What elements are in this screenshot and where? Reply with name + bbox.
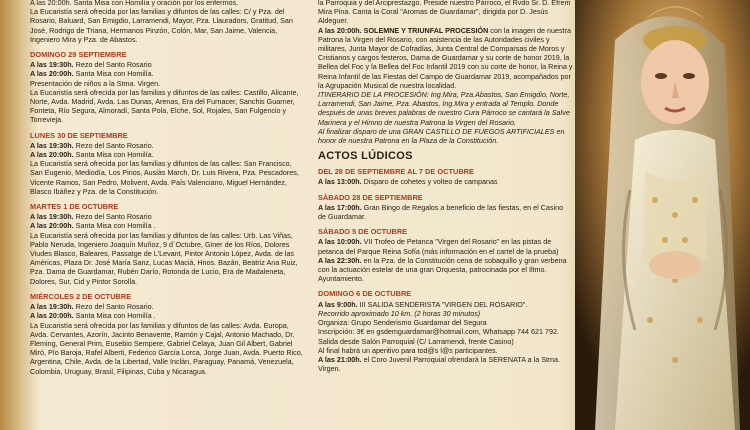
time-label: A las 19:30h. [30,60,74,70]
time-label: A las 20:00h. [30,150,74,160]
virgin-statue-image [575,0,750,430]
day-section [318,227,573,283]
procession-block [318,0,573,145]
day-heading: DOMINGO 29 SEPTIEMBRE [30,50,127,60]
schedule-line [30,311,305,320]
time-label: A las 20:00h. [30,311,74,321]
day-section [30,292,305,376]
line-text: Recorrido aproximado 10 km. (2 horas 30 minutos) [318,308,481,318]
schedule-line [318,300,573,309]
line-text: Gran Bingo de Regalos a beneficio de las fiestas, en el Casino de Guardamar. [318,202,564,222]
time-label: A las 9:00h. [318,299,358,309]
line-text: Al finalizar disparo de una GRAN CASTILLO DE FUEGOS ARTIFICIALES en honor de nuestra Patrona en la Plaza de la Constitución. [318,126,565,146]
line-text: La Eucaristía será ofrecida por las familias y difuntos de las calles: Castillo, Alicante, Norte, Avda. Madrid, Avda. Las Dunas, Arenas, Era del Furnacer, Sanchis Guarner, Fonteta, Río Segura, Almoradí, Santa Pola, Elche, Sol, Rojales, San Fulgencio y Torrevieja. [30,87,299,125]
schedule-line [30,231,305,286]
day-heading: DOMINGO 6 DE OCTUBRE [318,289,412,299]
day-section [318,193,573,222]
line-text: La Eucaristía será ofrecida por las familias y difuntos de las calles: San Francisco, San Eugenio, Mediodía, Los Pinos, Ausiàs March, Dr. Luis Rivera, Pza. Pescadores, Vicente Ramos, San Pedro, Molivent, Avda. País Valenciano, Miguel Hernández, Blasco Ibáñez y Pza. de la Constitución. [30,159,299,196]
day-section [30,131,305,196]
line-text: La Eucaristía será ofrecida por las familias y difuntos de las calles: Urb. Las Viñas, Pablo Neruda, Ingeniero Joaquín Muñoz, 9 d´Octubre, Giner de los Ríos, Dolores Viudes Blasco, Baleares, Passatge de L'Levant, Pintor Antonio López, Avda. de las Américas, Plaza Dr. José María Sanz, Lucas Maciá, Hnos. Bazán, Beatriz Ana Ruiz, Pza. Dama de Guardamar, Rubén Darío, Rotonda de Lucio, Era de Madaleneta, Dolores, Sur, Cid y Pintor Sorolla. [30,230,298,286]
line-text: Santa Misa con Homilía . [73,221,156,231]
schedule-line [318,90,573,127]
line-text: Santa Misa con Homilía. [73,69,154,79]
schedule-line [318,177,573,186]
day-section [30,202,305,286]
time-label: A las 20:00h. [30,69,74,79]
schedule-line [318,0,573,26]
right-column [318,0,573,430]
line-text: III SALIDA SENDERISTA "VIRGEN DEL ROSARIO". [357,299,528,309]
ludicos-block [318,167,573,373]
schedule-line [30,79,305,88]
schedule-line [30,221,305,230]
time-label: A las 19:30h. [30,212,74,222]
schedule-line [30,0,305,7]
schedule-line [30,321,305,376]
schedule-line [318,337,573,346]
schedule-line [30,302,305,311]
time-label: A las 19:30h. [30,302,74,312]
time-label: A las 17:00h. [318,202,362,212]
time-label: A las 19:30h. [30,140,74,150]
schedule-line [30,159,305,196]
line-text: en la Pza. de la Constitución cena de sobaquillo y gran verbena con la actuación estelar de una gran Orquesta, patrocinada por el Iltmo. Ayuntamiento. [318,255,567,284]
schedule-line [318,203,573,221]
line-text: Al final habrá un aperitivo para tod@s l@s participantes. [318,345,498,355]
day-heading: SÁBADO 28 DE SEPTIEMBRE [318,192,423,202]
time-label: A las 21:00h. [318,354,362,364]
line-text: Inscripción: 3€ en gsdemguardamar@hotmail.com, Whatsapp 744 621 792. [318,327,560,337]
line-text: VII Trofeo de Petanca "Virgen del Rosario" en las pistas de petanca del Parque Reina Sofía (más información en el cartel de la prueba) [318,237,559,256]
schedule-line [318,309,573,318]
line-text: Organiza: Grupo Senderismo Guardamar del Segura [318,318,487,328]
line-text: A las 20:00h. Santa Misa con Homilía y oración por los enfermos. [30,0,239,7]
schedule-line [30,88,305,125]
schedule-line [30,60,305,69]
day-heading: DEL 28 DE SEPTIEMBRE AL 7 DE OCTUBRE [318,167,474,177]
line-text: Presentación de niños a la Stma. Virgen. [30,78,161,88]
line-text: Rezo del Santo Rosario. [73,140,154,150]
line-text: ITINERARIO DE LA PROCESIÓN: Ing.Mira, Pza.Abastos, San Emigdio, Norte, Larramendi, San Jaime, Pza. Abastos, Ing.Mira y entrada al Templo. Donde después de unas breves palabras de nuestro Cura Párroco se cantará la Salve Marinera y el Himno de nuestra Patrona la Virgen del Rosario. [318,90,570,127]
schedule-line [30,212,305,221]
line-text: Santa Misa con Homilía. [73,150,154,160]
line-text: el Coro Juvenil Parroquial ofrendará la SERENATA a la Stma. Virgen. [318,354,560,374]
day-section [30,50,305,125]
schedule-line [318,127,573,145]
day-section [318,167,573,186]
line-text: Rezo del Santo Rosario [73,60,152,70]
schedule-line [318,346,573,355]
schedule-line [30,141,305,150]
schedule-line [318,256,573,284]
day-heading: MIÉRCOLES 2 DE OCTUBRE [30,291,132,301]
line-text: la Parroquia y del Arciprestazgo. Preside nuestro Párroco, el Rvdo Sr. D. Efrem Mira Pina. Canta la Coral "Aromas de Guardamar", dirigida por D. Jesús Aldeguer. [318,0,571,26]
time-label: A las 20:00h. SOLEMNE Y TRIUNFAL PROCESIÓN [318,25,489,35]
left-column-schedule [30,0,305,430]
line-text: La Eucaristía será ofrecida por las familias y difuntos de las calles: C/ y Pza. del Rosario, Baluard, San Emigdio, Larramendi, Mayor, Pza. Llauradors, Gratitud, San José, Rodrigo de Triana, Hermanos Pinzón, Colón, Mar, San Jaime, Valencia, Ingeniero Mira y Pza. de Abastos. [30,7,293,44]
ludicos-heading: ACTOS LÚDICOS [318,150,413,163]
day-heading: LUNES 30 DE SEPTIEMBRE [30,130,128,140]
schedule-line [318,355,573,373]
time-label: A las 22:30h. [318,255,362,265]
time-label: A las 20:00h. [30,221,74,231]
line-text: Rezo del Santo Rosario. [73,302,154,312]
schedule-line [30,7,305,44]
schedule-line [30,150,305,159]
line-text: con la imagen de nuestra Patrona la Virgen del Rosario, con asistencia de las Autoridades civiles y militares, Junta Mayor de Cofradías, Junta Central de Comparsas de Moros y Cristianos y cargos festeros, Dama de Guardamar y su corte de honor 2019, la Bellea del Foc y la Bellea del Foc Infantil 2019 con su corte de honor, la Reina y Reina Infantil de las Fiestas del Campo de Guardamar 2019, acompañados por la Agrupación Musical de nuestra localidad. [318,25,573,90]
line-text: La Eucaristía será ofrecida por las familias y difuntos de las calles: Avda. Europa, Avda. Cervantes, Azorín, Jacinto Benavente, Ramón y Cajal, Antonio Machado, Dr. Fleming, General Prim, Eusebio Sempere, Gabriel Celaya, Juan Gil Albert, Gabriel Miró, Pío Baroja, Rafel Alberti, Federico García Lorca, Jorge Juan, Avda. Puerto Rico, Argentina, Chile, Avda. de la Libertad, Valle Inclán, Paraguay, Panamá, Venezuela, Colombia, Uruguay, Brasil, Filipinas, Cuba y Nicaragua. [30,320,303,376]
line-text: Disparo de cohetes y volteo de campanas [361,177,498,187]
schedule-line [30,69,305,78]
day-heading: SÁBADO 5 DE OCTUBRE [318,227,408,237]
schedule-line [318,318,573,327]
time-label: A las 10:00h. [318,237,362,247]
line-text: Santa Misa con Homilía . [73,311,156,321]
day-heading: MARTES 1 DE OCTUBRE [30,202,119,212]
line-text: Salida desde Salón Parroquial (C/ Larramendi, frente Casino) [318,336,514,346]
schedule-line [318,237,573,255]
line-text: Rezo del Santo Rosario [73,212,152,222]
day-section [30,0,305,44]
time-label: A las 13:00h. [318,177,362,187]
day-section [318,289,573,373]
schedule-line [318,26,573,90]
schedule-line [318,327,573,336]
